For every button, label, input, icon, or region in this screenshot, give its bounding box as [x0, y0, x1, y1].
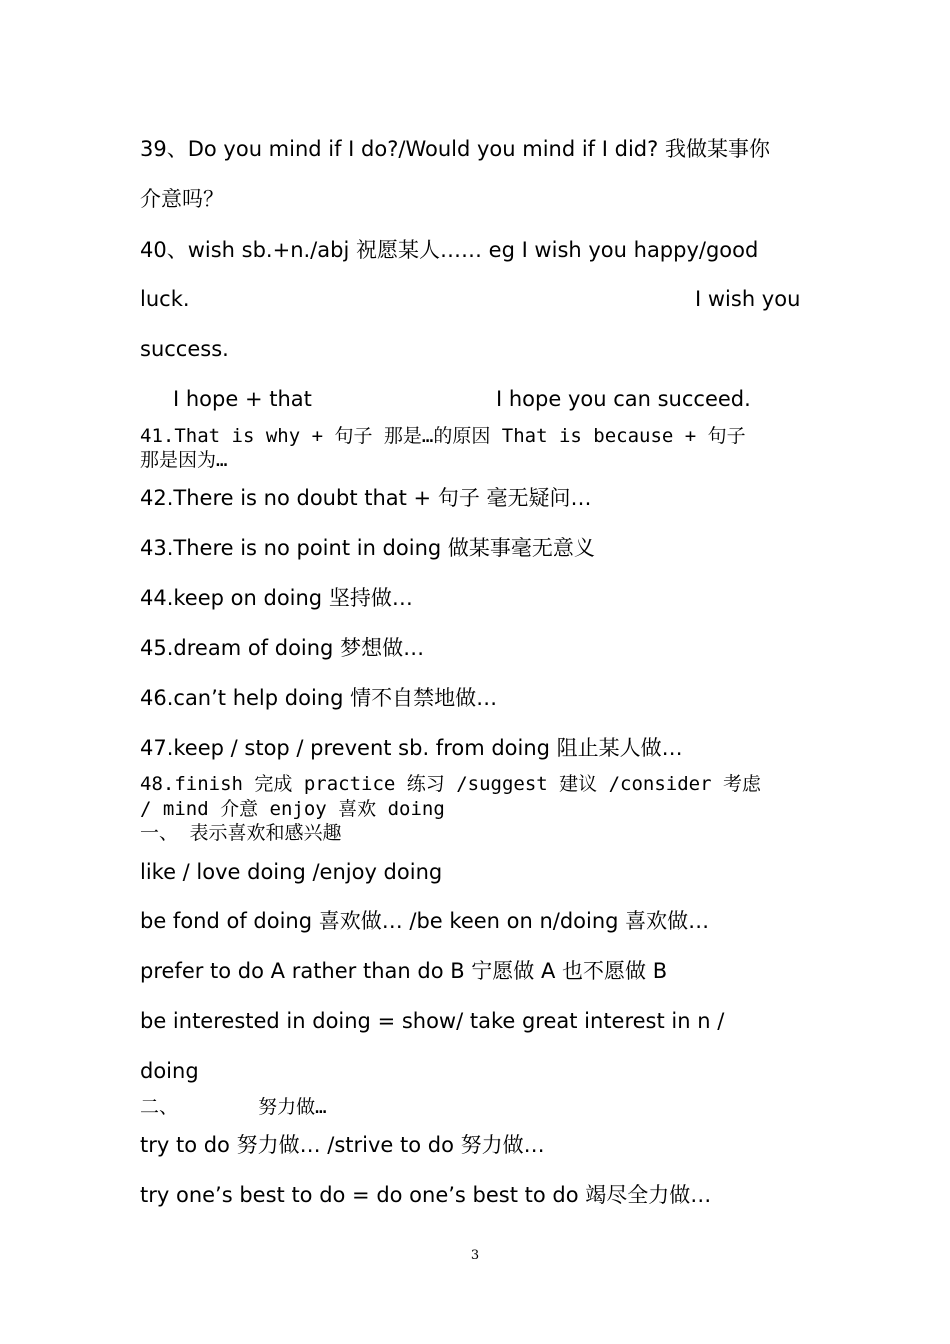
item-45: 45.dream of doing 梦想做…: [140, 636, 425, 660]
section-2-line1: try to do 努力做… /strive to do 努力做…: [140, 1133, 545, 1157]
item-47: 47.keep / stop / prevent sb. from doing 阻止某人做…: [140, 736, 683, 760]
section-1-line2: be fond of doing 喜欢做… /be keen on n/doing 喜欢做…: [140, 909, 710, 933]
item-40-line2-right: I wish you: [695, 287, 801, 311]
item-48-line1: 48.finish 完成 practice 练习 /suggest 建议 /consider 考虑: [140, 773, 761, 795]
item-44: 44.keep on doing 坚持做…: [140, 586, 413, 610]
section-1-line1: like / love doing /enjoy doing: [140, 860, 443, 884]
item-46: 46.can’t help doing 情不自禁地做…: [140, 686, 498, 710]
item-41-line1: 41.That is why + 句子 那是…的原因 That is because + 句子: [140, 425, 746, 447]
item-39-line1: 39、Do you mind if I do?/Would you mind if I did? 我做某事你: [140, 137, 770, 161]
item-43: 43.There is no point in doing 做某事毫无意义: [140, 536, 595, 560]
item-40-line4-right: I hope you can succeed.: [496, 387, 751, 411]
section-1-line4: be interested in doing = show/ take great interest in n /: [140, 1009, 725, 1033]
page-number: 3: [470, 1248, 480, 1263]
section-1-line3: prefer to do A rather than do B 宁愿做 A 也不愿做 B: [140, 959, 668, 983]
item-40-line2-left: luck.: [140, 287, 190, 311]
section-heading-1: 一、 表示喜欢和感兴趣: [140, 822, 342, 844]
item-40-line4-left: I hope + that: [173, 387, 312, 411]
item-40-line3: success.: [140, 337, 229, 361]
item-48-line2: / mind 介意 enjoy 喜欢 doing: [140, 798, 445, 820]
item-41-line2: 那是因为…: [140, 449, 228, 471]
section-1-line5: doing: [140, 1059, 199, 1083]
item-42: 42.There is no doubt that + 句子 毫无疑问…: [140, 486, 592, 510]
section-heading-2: 二、 努力做…: [140, 1096, 327, 1118]
item-39-line2: 介意吗？: [140, 187, 224, 211]
section-2-line2: try one’s best to do = do one’s best to do 竭尽全力做…: [140, 1183, 712, 1207]
item-40-line1: 40、wish sb.+n./abj 祝愿某人…… eg I wish you happy/good: [140, 238, 759, 262]
